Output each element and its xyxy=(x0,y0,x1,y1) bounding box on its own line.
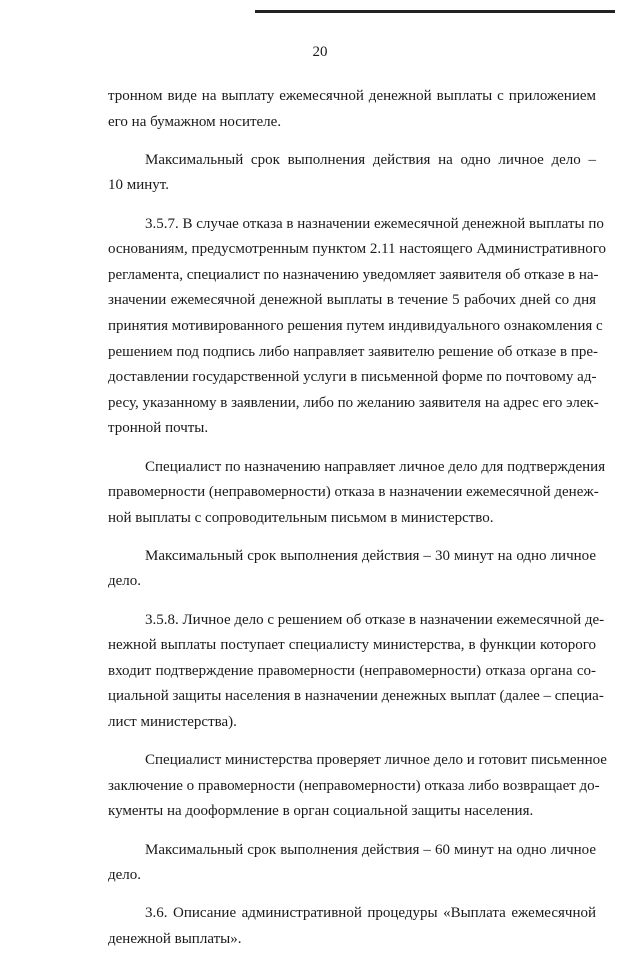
text-line: лист министерства). xyxy=(108,714,237,731)
paragraph-5 xyxy=(108,544,596,595)
text-line: ной выплаты с сопроводительным письмом в министерство. xyxy=(108,509,494,526)
text-line: Специалист по назначению направляет личное дело для подтверждения xyxy=(145,458,606,475)
text-line: тронном виде на выплату ежемесячной денежной выплаты с приложением xyxy=(108,88,596,104)
paragraph-7 xyxy=(108,748,607,825)
paragraph-6 xyxy=(108,608,605,736)
paragraph-1 xyxy=(108,84,596,135)
text-line: дело. xyxy=(108,867,142,884)
page-number: 20 xyxy=(312,44,328,60)
text-line: заключение о правомерности (неправомерности) отказа либо возвращает до- xyxy=(108,777,600,794)
paragraph-3 xyxy=(108,212,607,442)
text-line: решением под подпись либо направляет заявителю решение об отказе в пре- xyxy=(108,343,599,360)
text-line: доставлении государственной услуги в письменной форме по почтовому ад- xyxy=(108,369,597,386)
header-rule xyxy=(255,10,615,13)
text-line: входит подтверждение правомерности (неправомерности) отказа органа со- xyxy=(108,662,596,679)
text-line: Максимальный срок выполнения действия – 60 минут на одно личное xyxy=(145,841,596,858)
text-line: 3.5.7. В случае отказа в назначении ежемесячной денежной выплаты по xyxy=(145,215,604,232)
paragraph-9 xyxy=(108,901,596,952)
text-line: регламента, специалист по назначению уведомляет заявителя об отказе в на- xyxy=(108,266,599,283)
text-line: Специалист министерства проверяет личное дело и готовит письменное xyxy=(145,752,607,769)
text-line: 10 минут. xyxy=(108,177,169,194)
text-line: тронной почты. xyxy=(108,420,209,437)
text-line: Максимальный срок выполнения действия на одно личное дело – xyxy=(145,151,596,168)
text-line: Максимальный срок выполнения действия – 30 минут на одно личное xyxy=(145,547,596,564)
text-line: его на бумажном носителе. xyxy=(108,113,282,130)
text-line: правомерности (неправомерности) отказа в назначении ежемесячной денеж- xyxy=(108,484,599,501)
text-line: циальной защиты населения в назначении денежных выплат (далее – специа- xyxy=(108,688,604,705)
text-line: денежной выплаты». xyxy=(108,930,242,947)
paragraph-2 xyxy=(108,148,596,199)
text-line: 3.5.8. Личное дело с решением об отказе в назначении ежемесячной де- xyxy=(145,611,605,628)
text-line: кументы на дооформление в орган социальной защиты населения. xyxy=(108,803,534,820)
text-line: 3.6. Описание административной процедуры «Выплата ежемесячной xyxy=(145,905,596,922)
paragraph-4 xyxy=(108,455,606,532)
text-line: ресу, указанному в заявлении, либо по желанию заявителя на адрес его элек- xyxy=(108,394,599,411)
document-body xyxy=(108,84,607,965)
text-line: принятия мотивированного решения путем индивидуального ознакомления с xyxy=(108,317,603,334)
text-line: значении ежемесячной денежной выплаты в течение 5 рабочих дней со дня xyxy=(108,292,596,309)
text-line: нежной выплаты поступает специалисту министерства, в функции которого xyxy=(108,637,596,654)
text-line: основаниям, предусмотренным пунктом 2.11 настоящего Административного xyxy=(108,241,607,258)
paragraph-8 xyxy=(108,838,596,889)
text-line: дело. xyxy=(108,573,142,590)
